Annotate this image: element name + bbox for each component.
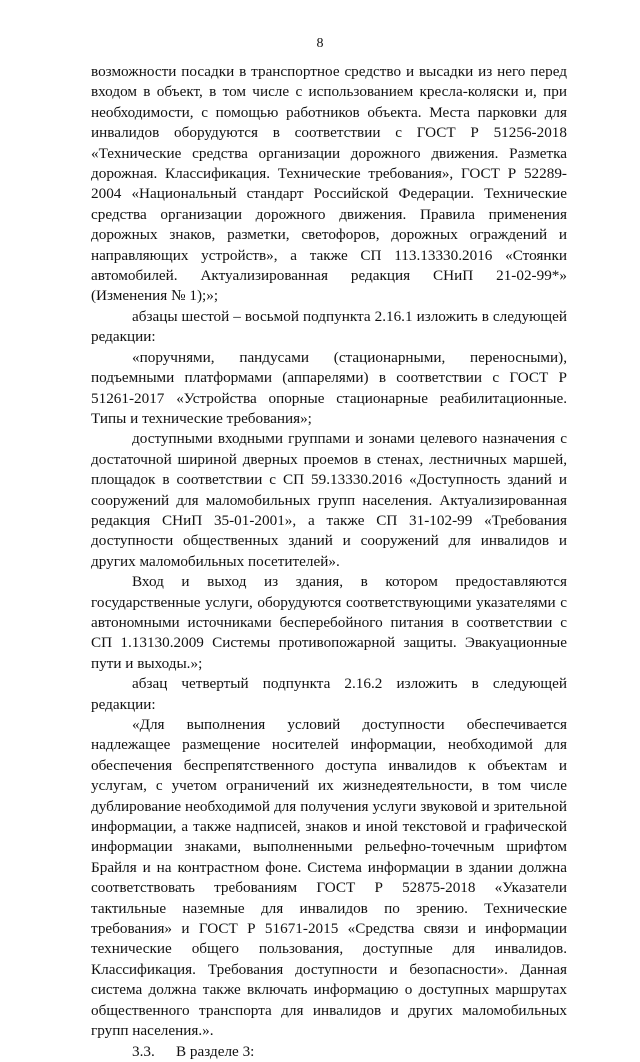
section-item-text: В разделе 3:: [176, 1042, 255, 1060]
page-number: 8: [316, 36, 324, 51]
paragraph-continuation: возможности посадки в транспортное средство и высадки из него перед входом в объект, в том числе с использованием кресла-коляски и, при необходимости, с помощью работников объекта. Места парковки для инвалидов оборудуются в соответствии с ГОСТ Р 51256-2018 «Технические средства организации дорожного движения. Разметка дорожная. Классификация. Технические требования», ГОСТ Р 52289-2004 «Национальный стандарт Российской Федерации. Технические средства организации дорожного движения. Правила применения дорожных знаков, разметки, светофоров, дорожных ограждений и направляющих устройств», а также СП 113.13330.2016 «Стоянки автомобилей. Актуализированная редакция СНиП 21-02-99*» (Изменения № 1);»;: [91, 63, 567, 305]
paragraph: абзац четвертый подпункта 2.16.2 изложить в следующей редакции:: [91, 675, 567, 713]
paragraph: доступными входными группами и зонами целевого назначения с достаточной шириной дверных проемов в стенах, лестничных маршей, площадок в соответствии с СП 59.13330.2016 «Доступность зданий и сооружений для маломобильных групп населения. Актуализированная редакция СНиП 35-01-2001», а также СП 31-102-99 «Требования доступности общественных зданий и сооружений для инвалидов и других маломобильных посетителей».: [91, 430, 567, 570]
section-item: [91, 1042, 567, 1062]
body-text: [91, 62, 567, 1062]
paragraph: Вход и выход из здания, в котором предоставляются государственные услуги, оборудуются соответствующими указателями с автономными источниками бесперебойного питания в соответствии с СП 1.13130.2009 Системы противопожарной защиты. Эвакуационные пути и выходы.»;: [91, 573, 567, 672]
paragraph: «Для выполнения условий доступности обеспечивается надлежащее размещение носителей информации, необходимой для обеспечения беспрепятственного доступа инвалидов к объектам и услугам, с учетом ограничений их жизнедеятельности, в том числе дублирование необходимой для получения услуги звуковой и зрительной информации, а также надписей, знаков и иной текстовой и графической информации знаками, выполненными рельефно-точечным шрифтом Брайля и на контрастном фоне. Система информации в здании должна соответствовать требованиям ГОСТ Р 52875-2018 «Указатели тактильные наземные для инвалидов по зрению. Технические требования» и ГОСТ Р 51671-2015 «Средства связи и информации технические общего пользования, доступные для инвалидов. Классификация. Требования доступности и безопасности». Данная система должна также включать информацию о доступных маршрутах общественного транспорта для инвалидов и других маломобильных групп населения.».: [91, 716, 567, 1040]
section-item-number: 3.3.: [132, 1042, 155, 1060]
paragraph: абзацы шестой – восьмой подпункта 2.16.1 изложить в следующей редакции:: [91, 307, 567, 346]
paragraph: «поручнями, пандусами (стационарными, переносными), подъемными платформами (аппарелями) в соответствии с ГОСТ Р 51261-2017 «Устройства опорные стационарные реабилитационные. Типы и технические требования»;: [91, 348, 567, 427]
